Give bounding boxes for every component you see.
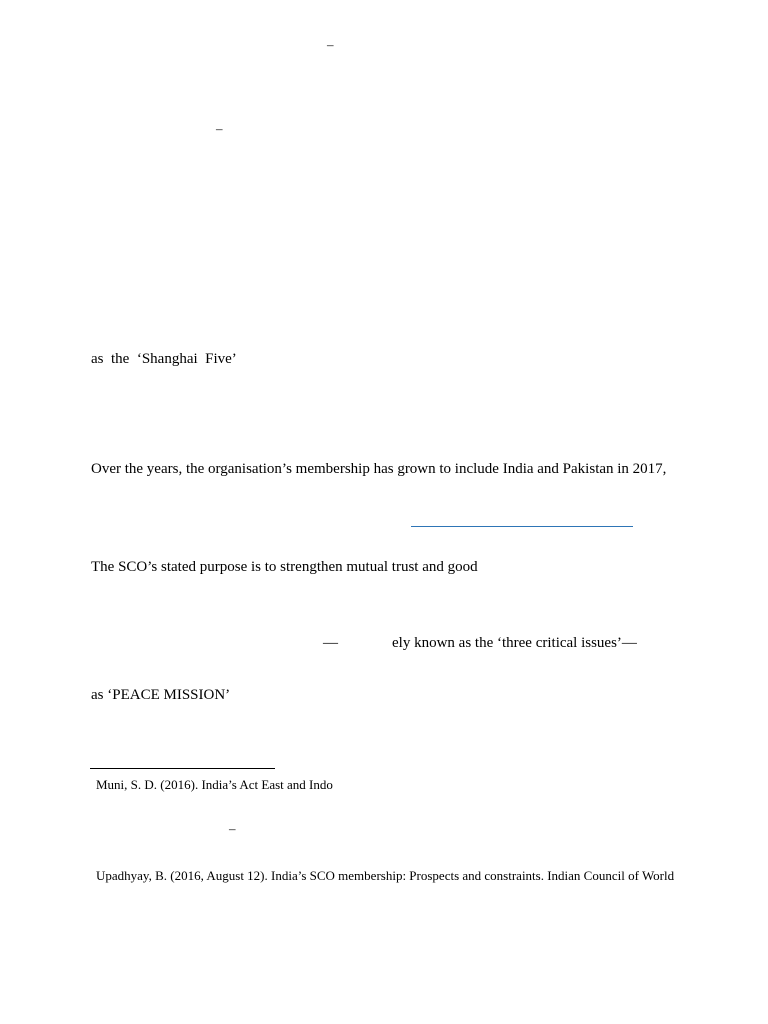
dash-fragment: – [216, 121, 223, 136]
purpose-paragraph-line: The SCO’s stated purpose is to strengthen mutual trust and good [91, 559, 478, 575]
peace-mission-text: as ‘PEACE MISSION’ [91, 687, 231, 703]
footnote-upadhyay: Upadhyay, B. (2016, August 12). India’s SCO membership: Prospects and constraints. Indian Council of World [96, 868, 675, 883]
critical-issues-text: ely known as the ‘three critical issues’— [392, 635, 637, 651]
em-dash-fragment: — [323, 635, 338, 651]
footnote-dash: – [229, 821, 236, 836]
dash-fragment: – [327, 37, 334, 52]
footnote-separator [90, 768, 275, 769]
membership-paragraph-line: Over the years, the organisation’s membership has grown to include India and Pakistan in 2017, [91, 461, 667, 477]
footnote-muni: Muni, S. D. (2016). India’s Act East and Indo [96, 777, 333, 792]
shanghai-five-text: as the ‘Shanghai Five’ [91, 351, 237, 367]
hyperlink-underline[interactable] [411, 526, 633, 527]
